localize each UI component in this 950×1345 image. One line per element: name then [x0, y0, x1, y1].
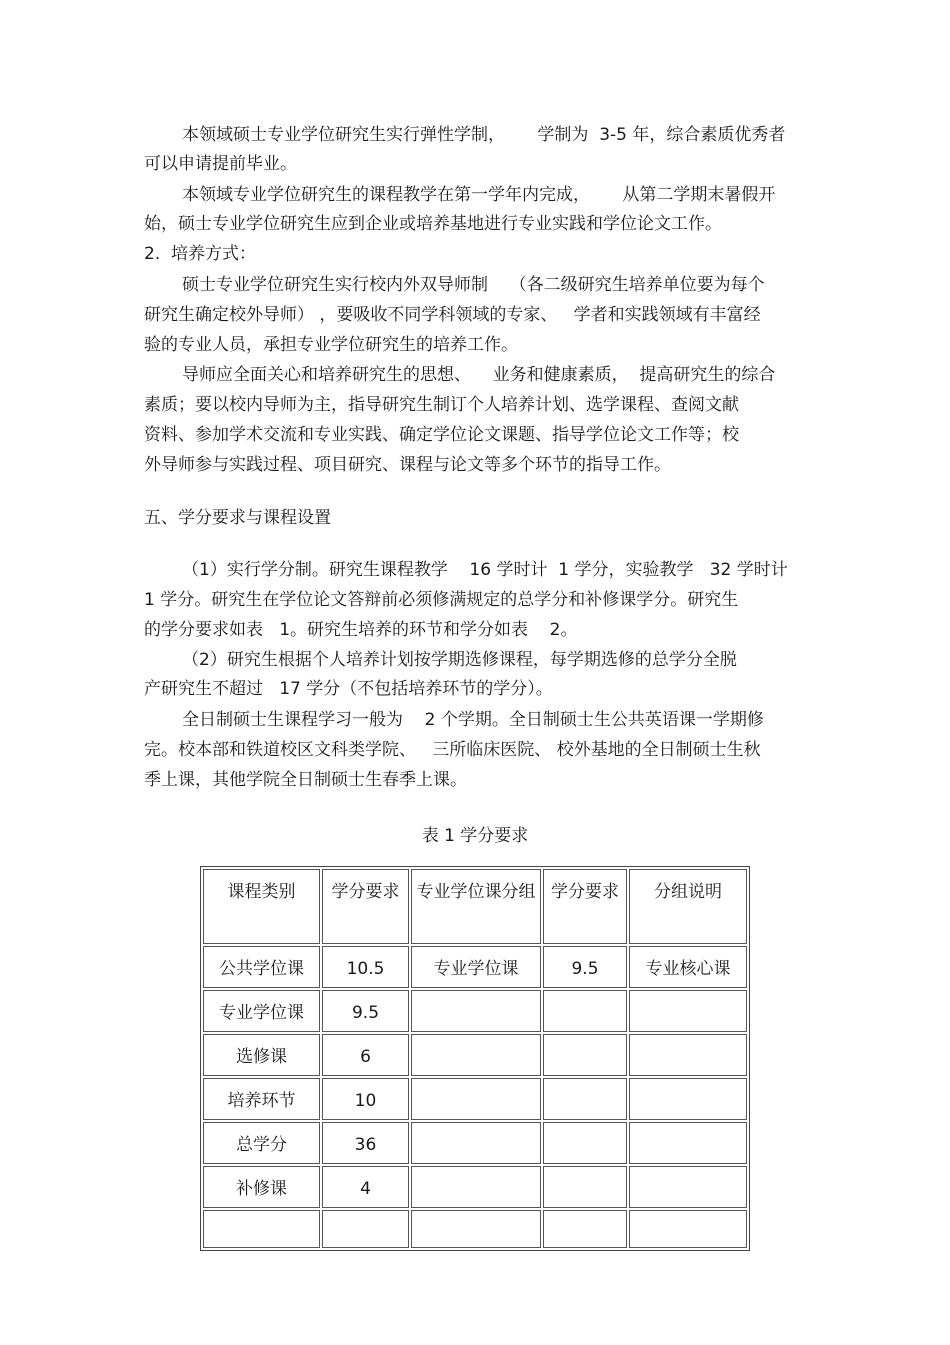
table-row	[203, 1210, 747, 1248]
table-cell: 专业学位课	[411, 946, 541, 988]
paragraph-line: 硕士专业学位研究生实行校内外双导师制 （各二级研究生培养单位要为每个	[182, 275, 765, 295]
table-header-cell: 专业学位课分组	[411, 869, 541, 944]
table-header-cell: 学分要求	[322, 869, 409, 944]
table-row	[203, 990, 747, 1032]
table-cell	[543, 990, 627, 1032]
credit-requirements-table	[200, 866, 750, 1251]
paragraph-line: 2. 培养方式：	[144, 244, 257, 264]
paragraph-line: 资料、参加学术交流和专业实践、确定学位论文课题、指导学位论文工作等；校	[144, 425, 739, 445]
table-cell: 补修课	[203, 1166, 320, 1208]
table-row	[203, 1034, 747, 1076]
table-cell	[411, 1166, 541, 1208]
paragraph-line: 导师应全面关心和培养研究生的思想、 业务和健康素质， 提高研究生的综合	[182, 365, 776, 385]
table-cell: 9.5	[322, 990, 409, 1032]
paragraph-line: 可以申请提前毕业。	[144, 154, 297, 174]
table-cell	[411, 1034, 541, 1076]
table-cell: 9.5	[543, 946, 627, 988]
paragraph-line: 研究生确定校外导师） ，要吸收不同学科领域的专家、 学者和实践领域有丰富经	[144, 305, 761, 325]
paragraph-line: 始，硕士专业学位研究生应到企业或培养基地进行专业实践和学位论文工作。	[144, 214, 722, 234]
paragraph-line: （1）实行学分制。研究生课程教学 16 学时计 1 学分，实验教学 32 学时计	[182, 560, 788, 580]
table-cell	[543, 1034, 627, 1076]
table-row	[203, 946, 747, 988]
paragraph-line: 本领域硕士专业学位研究生实行弹性学制， 学制为 3-5 年，综合素质优秀者	[182, 125, 786, 145]
paragraph-line: 素质；要以校内导师为主，指导研究生制订个人培养计划、选学课程、查阅文献	[144, 395, 739, 415]
table-row	[203, 1122, 747, 1164]
table-cell	[543, 1078, 627, 1120]
table-header-cell: 学分要求	[543, 869, 627, 944]
paragraph-line: 本领域专业学位研究生的课程教学在第一学年内完成， 从第二学期末暑假开	[182, 185, 776, 205]
paragraph-line: 验的专业人员，承担专业学位研究生的培养工作。	[144, 335, 518, 355]
table-cell	[543, 1210, 627, 1248]
table-cell: 专业学位课	[203, 990, 320, 1032]
table-cell: 专业核心课	[629, 946, 747, 988]
table-cell	[411, 990, 541, 1032]
table-header-cell: 分组说明	[629, 869, 747, 944]
table-cell	[629, 1078, 747, 1120]
table-cell: 公共学位课	[203, 946, 320, 988]
table-cell	[543, 1166, 627, 1208]
table-cell: 总学分	[203, 1122, 320, 1164]
table-cell	[203, 1210, 320, 1248]
table-header-cell: 课程类别	[203, 869, 320, 944]
paragraph-line: （2）研究生根据个人培养计划按学期选修课程，每学期选修的总学分全脱	[182, 650, 737, 670]
table-cell	[411, 1078, 541, 1120]
table-row	[203, 1078, 747, 1120]
table-cell	[629, 1122, 747, 1164]
table-cell	[411, 1122, 541, 1164]
paragraph-line: 全日制硕士生课程学习一般为 2 个学期。全日制硕士生公共英语课一学期修	[182, 710, 764, 730]
table-header-row	[203, 869, 747, 944]
table-cell	[629, 1166, 747, 1208]
section-heading: 五、学分要求与课程设置	[144, 508, 331, 528]
table-row	[203, 1166, 747, 1208]
paragraph-line: 外导师参与实践过程、项目研究、课程与论文等多个环节的指导工作。	[144, 455, 671, 475]
table-cell: 10	[322, 1078, 409, 1120]
table-cell: 培养环节	[203, 1078, 320, 1120]
paragraph-line: 完。校本部和铁道校区文科类学院、 三所临床医院、 校外基地的全日制硕士生秋	[144, 740, 761, 760]
table-cell	[629, 1034, 747, 1076]
table-cell	[543, 1122, 627, 1164]
table-cell: 选修课	[203, 1034, 320, 1076]
table-caption: 表 1 学分要求	[421, 826, 529, 846]
table-cell	[629, 990, 747, 1032]
paragraph-line: 季上课，其他学院全日制硕士生春季上课。	[144, 770, 467, 790]
table-cell	[322, 1210, 409, 1248]
paragraph-line: 1 学分。研究生在学位论文答辩前必须修满规定的总学分和补修课学分。研究生	[144, 590, 739, 610]
table-cell: 6	[322, 1034, 409, 1076]
paragraph-line: 的学分要求如表 1。研究生培养的环节和学分如表 2。	[144, 620, 578, 640]
paragraph-line: 产研究生不超过 17 学分（不包括培养环节的学分）。	[144, 679, 553, 699]
table-cell	[629, 1210, 747, 1248]
table-cell: 10.5	[322, 946, 409, 988]
table-cell: 36	[322, 1122, 409, 1164]
table-cell	[411, 1210, 541, 1248]
table-cell: 4	[322, 1166, 409, 1208]
